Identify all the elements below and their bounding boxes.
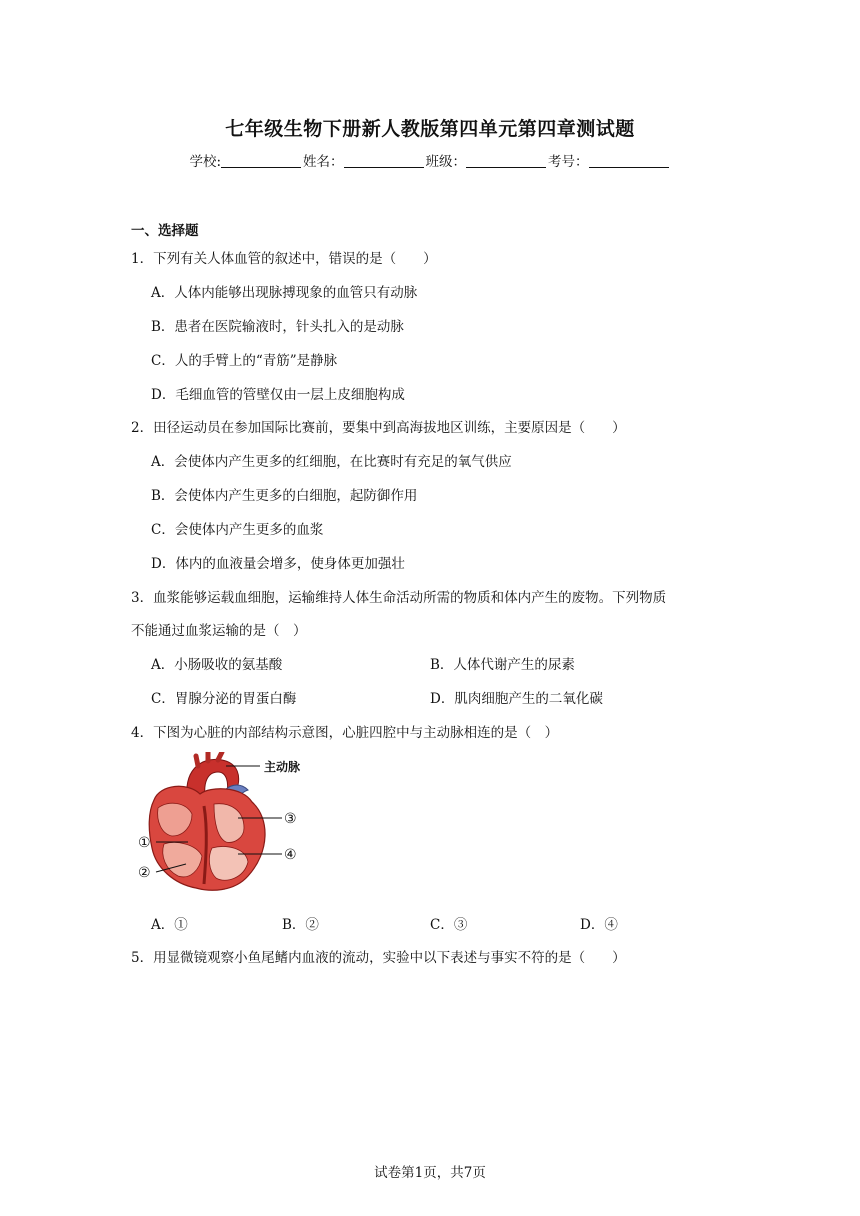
question-3-option-d: D．肌肉细胞产生的二氧化碳 (430, 691, 603, 707)
question-3-stem-line2: 不能通过血浆运输的是（ ） (131, 623, 307, 639)
heart-diagram (130, 752, 330, 898)
heart-label-2: ② (138, 865, 151, 881)
question-4-option-a: A．① (151, 917, 188, 933)
question-1-stem: 1．下列有关人体血管的叙述中，错误的是（ ） (131, 251, 437, 267)
question-1-option-b: B．患者在医院输液时，针头扎入的是动脉 (151, 319, 404, 335)
question-2-stem: 2．田径运动员在参加国际比赛前，要集中到高海拔地区训练，主要原因是（ ） (131, 420, 626, 436)
question-3-option-c: C．胃腺分泌的胃蛋白酶 (151, 691, 297, 707)
question-3-option-b: B．人体代谢产生的尿素 (430, 657, 575, 673)
question-1-option-c: C．人的手臂上的“青筋”是静脉 (151, 353, 338, 369)
question-2-option-c: C．会使体内产生更多的血浆 (151, 522, 324, 538)
school-label: 学校: (189, 154, 222, 170)
section-heading: 一、选择题 (131, 223, 199, 239)
page-title: 七年级生物下册新人教版第四单元第四章测试题 (225, 118, 635, 140)
heart-label-3: ③ (284, 811, 297, 827)
heart-label-4: ④ (284, 847, 297, 863)
page-footer: 试卷第1页，共7页 (374, 1165, 486, 1181)
question-4-stem: 4．下图为心脏的内部结构示意图，心脏四腔中与主动脉相连的是（ ） (131, 725, 559, 741)
question-1-option-a: A．人体内能够出现脉搏现象的血管只有动脉 (151, 285, 418, 301)
question-4-option-c: C．③ (430, 917, 468, 933)
exam-number-blank[interactable] (589, 153, 669, 168)
question-3-option-a: A．小肠吸收的氨基酸 (151, 657, 283, 673)
name-label: 姓名： (303, 154, 344, 170)
student-info-line (0, 150, 860, 170)
aorta-label: 主动脉 (264, 760, 301, 774)
question-1-option-d: D．毛细血管的管壁仅由一层上皮细胞构成 (151, 387, 405, 403)
name-blank[interactable] (344, 153, 424, 168)
question-4-option-b: B．② (282, 917, 319, 933)
question-2-option-b: B．会使体内产生更多的白细胞，起防御作用 (151, 488, 418, 504)
class-blank[interactable] (466, 153, 546, 168)
question-3-stem-line1: 3．血浆能够运载血细胞，运输维持人体生命活动所需的物质和体内产生的废物。下列物质 (131, 590, 667, 606)
school-blank[interactable] (221, 153, 301, 168)
exam-number-label: 考号： (548, 154, 589, 170)
question-4-option-d: D．④ (580, 917, 618, 933)
class-label: 班级： (425, 154, 467, 170)
question-2-option-d: D．体内的血液量会增多，使身体更加强壮 (151, 556, 405, 572)
heart-label-1: ① (138, 835, 151, 851)
question-5-stem: 5．用显微镜观察小鱼尾鳍内血液的流动，实验中以下表述与事实不符的是（ ） (131, 950, 626, 966)
question-2-option-a: A．会使体内产生更多的红细胞，在比赛时有充足的氧气供应 (151, 454, 512, 470)
